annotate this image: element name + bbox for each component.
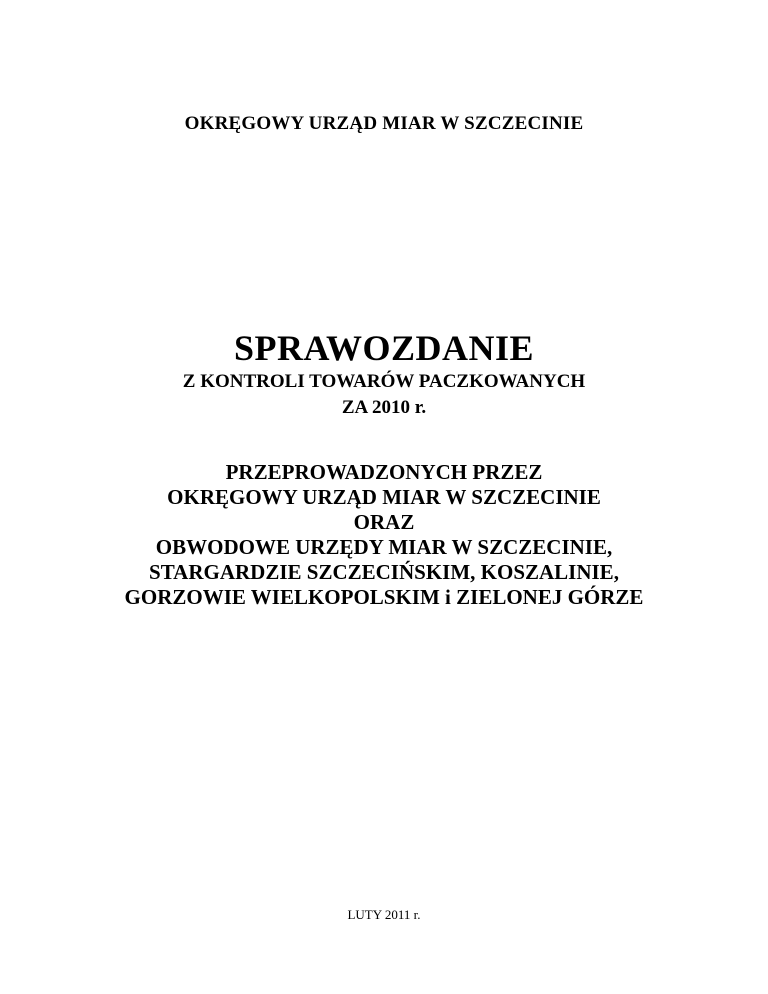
document-date: LUTY 2011 r. [347, 907, 421, 922]
institution-heading: OKRĘGOWY URZĄD MIAR W SZCZECINIE [184, 113, 584, 134]
document-title: SPRAWOZDANIE [233, 328, 535, 368]
conducted-by-line: OBWODOWE URZĘDY MIAR W SZCZECINIE, [155, 535, 613, 559]
reporting-period: ZA 2010 r. [341, 397, 427, 418]
conducted-by-line: GORZOWIE WIELKOPOLSKIM i ZIELONEJ GÓRZE [124, 585, 644, 609]
conducted-by-line: STARGARDZIE SZCZECIŃSKIM, KOSZALINIE, [149, 560, 619, 584]
document-subtitle: Z KONTROLI TOWARÓW PACZKOWANYCH [182, 371, 586, 392]
conducted-by-line: ORAZ [353, 510, 415, 534]
conducted-by-line: PRZEPROWADZONYCH PRZEZ [225, 460, 543, 484]
conducted-by-block [0, 460, 768, 610]
conducted-by-line: OKRĘGOWY URZĄD MIAR W SZCZECINIE [167, 485, 601, 509]
